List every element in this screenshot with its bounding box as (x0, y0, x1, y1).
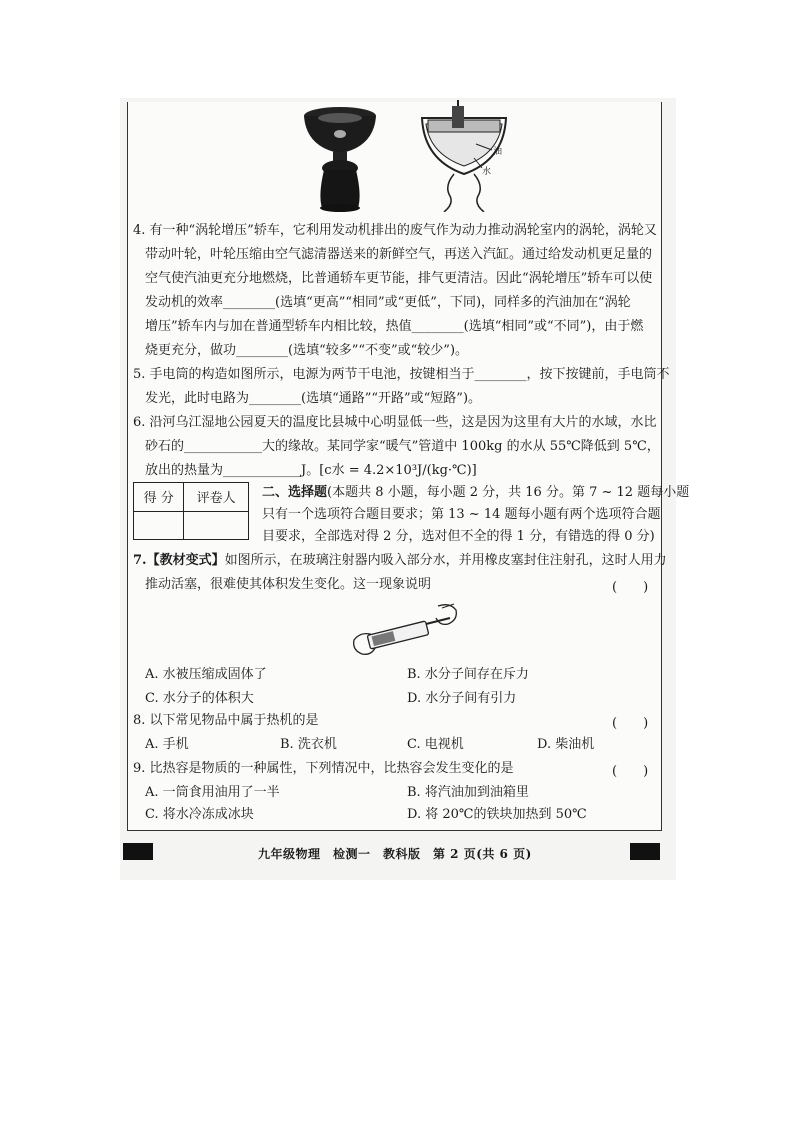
q6-line-2: 砂石的____________大的缘故。某同学家“暖气”管道中 100kg 的水从 55℃降低到 5℃， (145, 439, 660, 454)
q4-line-5: 增压”轿车内与加在普通型轿车内相比较，热值________(选填“相同”或“不同”)，由于燃 (145, 319, 644, 334)
q5-line-1: 5. 手电筒的构造如图所示，电源为两节干电池，按键相当于________，按下按键前，手电筒不 (133, 367, 670, 382)
q9-answer-paren[interactable]: ( ) (612, 764, 649, 779)
q8-option-c[interactable]: C. 电视机 (407, 737, 464, 752)
section-2-line-3: 目要求，全部选对得 2 分，选对但不全的得 1 分，有错选的得 0 分) (262, 529, 655, 544)
q9-option-d[interactable]: D. 将 20℃的铁块加热到 50℃ (407, 807, 587, 822)
q7-option-a[interactable]: A. 水被压缩成固体了 (145, 667, 267, 682)
section-2-line-2: 只有一个选项符合题目要求；第 13 ~ 14 题每小题有两个选项符合题 (262, 507, 661, 522)
q8-option-a[interactable]: A. 手机 (145, 737, 189, 752)
q9-stem: 9. 比热容是物质的一种属性，下列情况中，比热容会发生变化的是 (133, 761, 514, 776)
syringe-figure (350, 600, 462, 658)
q4-line-2: 带动叶轮，叶轮压缩由空气滤清器送来的新鲜空气，再送入汽缸。通过给发动机更足量的 (145, 247, 653, 262)
q9-option-b[interactable]: B. 将汽油加到油箱里 (407, 785, 529, 800)
page-footer: 九年级物理 检测一 教科版 第 2 页(共 6 页) (258, 847, 532, 861)
q4-line-3: 空气使汽油更充分地燃烧，比普通轿车更节能，排气更清洁。因此“涡轮增压”轿车可以使 (145, 271, 653, 286)
q9-option-c[interactable]: C. 将水冷冻成冰块 (145, 807, 254, 822)
q8-stem: 8. 以下常见物品中属于热机的是 (133, 713, 319, 728)
grader-cell[interactable] (184, 511, 249, 540)
q7-tag: 7.【教材变式】 (133, 553, 225, 568)
oil-lamp-figure (300, 100, 380, 212)
q6-line-3: 放出的热量为____________J。[c水 = 4.2×10³J/(kg·℃)] (145, 463, 477, 478)
q5-line-2: 发光，此时电路为________(选填“通路”“开路”或“短路”)。 (145, 391, 482, 406)
q4-line-4: 发动机的效率________(选填“更高”“相同”或“更低”，下同)，同样多的汽油加在“涡轮 (145, 295, 631, 310)
q7-option-b[interactable]: B. 水分子间存在斥力 (407, 667, 529, 682)
q4-line-6: 烧更充分，做功________(选填“较多”“不变”或“较少”)。 (145, 343, 469, 358)
oil-label: 油 (493, 147, 503, 157)
grader-label: 评卷人 (184, 483, 249, 512)
q6-line-1: 6. 沿河乌江湿地公园夏天的温度比县城中心明显低一些，这是因为这里有大片的水域，水比 (133, 415, 657, 430)
q8-option-b[interactable]: B. 洗衣机 (280, 737, 337, 752)
score-box (133, 482, 249, 540)
registration-mark-right (630, 843, 660, 860)
q7-line-1: 如图所示，在玻璃注射器内吸入部分水，并用橡皮塞封住注射孔，这时人用力 (224, 553, 667, 568)
q8-answer-paren[interactable]: ( ) (612, 716, 649, 731)
lamp-section-figure (414, 100, 514, 212)
score-cell[interactable] (134, 511, 184, 540)
section-2-title: 二、选择题 (262, 485, 328, 500)
q7-answer-paren[interactable]: ( ) (612, 580, 649, 595)
water-label: 水 (482, 167, 492, 177)
q7-option-c[interactable]: C. 水分子的体积大 (145, 691, 254, 706)
section-2-line-1: (本题共 8 小题，每小题 2 分，共 16 分。第 7 ~ 12 题每小题 (327, 485, 690, 500)
q9-option-a[interactable]: A. 一筒食用油用了一半 (145, 785, 280, 800)
q4-line-1: 4. 有一种“涡轮增压”轿车，它利用发动机排出的废气作为动力推动涡轮室内的涡轮，涡轮又 (133, 223, 657, 238)
q7-option-d[interactable]: D. 水分子间有引力 (407, 691, 517, 706)
q8-option-d[interactable]: D. 柴油机 (537, 737, 595, 752)
q7-line-2: 推动活塞，很难使其体积发生变化。这一现象说明 (145, 577, 432, 592)
score-label: 得 分 (134, 483, 184, 512)
registration-mark-left (123, 843, 153, 860)
